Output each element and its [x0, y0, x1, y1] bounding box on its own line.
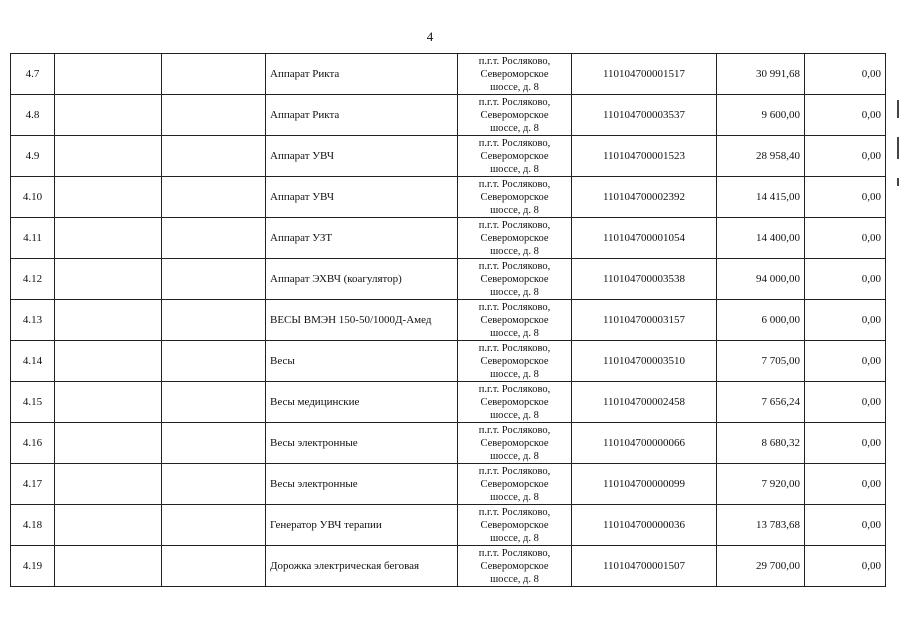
address-line: п.г.т. Росляково, — [478, 137, 551, 149]
empty-cell-b — [162, 423, 266, 464]
table-row — [11, 546, 886, 587]
address-line: шоссе, д. 8 — [490, 450, 539, 462]
table-row — [11, 464, 886, 505]
item-name: Аппарат ЭХВЧ (коагулятор) — [266, 259, 458, 300]
inventory-number: 110104700001054 — [572, 218, 717, 259]
empty-cell-a — [55, 423, 162, 464]
address-line: п.г.т. Росляково, — [478, 55, 551, 67]
address-line: Североморское — [480, 68, 549, 80]
address-line: Североморское — [480, 232, 549, 244]
table-row — [11, 300, 886, 341]
row-number: 4.12 — [11, 259, 55, 300]
item-name: Дорожка электрическая беговая — [266, 546, 458, 587]
row-number: 4.18 — [11, 505, 55, 546]
book-value: 6 000,00 — [717, 300, 805, 341]
item-address — [458, 136, 572, 177]
address-line: п.г.т. Росляково, — [478, 219, 551, 231]
address-line: п.г.т. Росляково, — [478, 547, 551, 559]
row-number: 4.15 — [11, 382, 55, 423]
item-name: Аппарат УВЧ — [266, 136, 458, 177]
empty-cell-b — [162, 382, 266, 423]
row-number: 4.9 — [11, 136, 55, 177]
address-line: п.г.т. Росляково, — [478, 342, 551, 354]
book-value: 9 600,00 — [717, 95, 805, 136]
inventory-rows — [11, 54, 886, 587]
empty-cell-b — [162, 300, 266, 341]
residual-value: 0,00 — [805, 54, 886, 95]
book-value: 7 656,24 — [717, 382, 805, 423]
address-line: Североморское — [480, 150, 549, 162]
address-line: шоссе, д. 8 — [490, 409, 539, 421]
item-name: Аппарат УЗТ — [266, 218, 458, 259]
address-line: шоссе, д. 8 — [490, 122, 539, 134]
empty-cell-b — [162, 177, 266, 218]
address-line: п.г.т. Росляково, — [478, 178, 551, 190]
residual-value: 0,00 — [805, 464, 886, 505]
table-row — [11, 218, 886, 259]
address-line: шоссе, д. 8 — [490, 286, 539, 298]
residual-value: 0,00 — [805, 177, 886, 218]
table-row — [11, 177, 886, 218]
address-line: шоссе, д. 8 — [490, 368, 539, 380]
table-row — [11, 341, 886, 382]
residual-value: 0,00 — [805, 341, 886, 382]
inventory-number: 110104700001517 — [572, 54, 717, 95]
table-row — [11, 259, 886, 300]
inventory-number: 110104700002458 — [572, 382, 717, 423]
address-line: шоссе, д. 8 — [490, 327, 539, 339]
row-number: 4.8 — [11, 95, 55, 136]
item-address — [458, 423, 572, 464]
book-value: 13 783,68 — [717, 505, 805, 546]
book-value: 30 991,68 — [717, 54, 805, 95]
empty-cell-a — [55, 546, 162, 587]
row-number: 4.17 — [11, 464, 55, 505]
item-address — [458, 95, 572, 136]
item-name: Весы электронные — [266, 464, 458, 505]
address-line: шоссе, д. 8 — [490, 81, 539, 93]
residual-value: 0,00 — [805, 505, 886, 546]
residual-value: 0,00 — [805, 136, 886, 177]
item-address — [458, 341, 572, 382]
empty-cell-a — [55, 382, 162, 423]
residual-value: 0,00 — [805, 218, 886, 259]
address-line: шоссе, д. 8 — [490, 204, 539, 216]
book-value: 8 680,32 — [717, 423, 805, 464]
item-name: ВЕСЫ ВМЭН 150-50/1000Д-Амед — [266, 300, 458, 341]
address-line: п.г.т. Росляково, — [478, 424, 551, 436]
address-line: Североморское — [480, 437, 549, 449]
address-line: Североморское — [480, 191, 549, 203]
address-line: шоссе, д. 8 — [490, 573, 539, 585]
empty-cell-a — [55, 505, 162, 546]
inventory-number: 110104700003510 — [572, 341, 717, 382]
empty-cell-a — [55, 54, 162, 95]
empty-cell-a — [55, 95, 162, 136]
address-line: п.г.т. Росляково, — [478, 260, 551, 272]
item-address — [458, 546, 572, 587]
item-name: Весы медицинские — [266, 382, 458, 423]
book-value: 7 705,00 — [717, 341, 805, 382]
item-name: Аппарат УВЧ — [266, 177, 458, 218]
item-name: Аппарат Рикта — [266, 54, 458, 95]
address-line: Североморское — [480, 314, 549, 326]
book-value: 29 700,00 — [717, 546, 805, 587]
item-address — [458, 177, 572, 218]
empty-cell-a — [55, 259, 162, 300]
residual-value: 0,00 — [805, 300, 886, 341]
row-number: 4.13 — [11, 300, 55, 341]
empty-cell-a — [55, 300, 162, 341]
table-row — [11, 505, 886, 546]
table-row — [11, 382, 886, 423]
item-name: Весы электронные — [266, 423, 458, 464]
item-address — [458, 300, 572, 341]
row-number: 4.14 — [11, 341, 55, 382]
scan-mark — [897, 137, 899, 159]
address-line: Североморское — [480, 355, 549, 367]
row-number: 4.16 — [11, 423, 55, 464]
empty-cell-a — [55, 136, 162, 177]
table-row — [11, 95, 886, 136]
inventory-number: 110104700003537 — [572, 95, 717, 136]
address-line: п.г.т. Росляково, — [478, 506, 551, 518]
item-address — [458, 259, 572, 300]
empty-cell-b — [162, 54, 266, 95]
inventory-table — [10, 53, 886, 587]
address-line: п.г.т. Росляково, — [478, 96, 551, 108]
address-line: Североморское — [480, 519, 549, 531]
address-line: п.г.т. Росляково, — [478, 301, 551, 313]
address-line: шоссе, д. 8 — [490, 532, 539, 544]
address-line: п.г.т. Росляково, — [478, 465, 551, 477]
row-number: 4.11 — [11, 218, 55, 259]
book-value: 94 000,00 — [717, 259, 805, 300]
book-value: 14 415,00 — [717, 177, 805, 218]
address-line: Североморское — [480, 560, 549, 572]
inventory-number: 110104700003538 — [572, 259, 717, 300]
address-line: п.г.т. Росляково, — [478, 383, 551, 395]
inventory-number: 110104700000066 — [572, 423, 717, 464]
book-value: 14 400,00 — [717, 218, 805, 259]
scan-mark — [897, 100, 899, 118]
residual-value: 0,00 — [805, 546, 886, 587]
address-line: шоссе, д. 8 — [490, 245, 539, 257]
inventory-number: 110104700002392 — [572, 177, 717, 218]
address-line: Североморское — [480, 273, 549, 285]
inventory-number: 110104700000036 — [572, 505, 717, 546]
table-row — [11, 136, 886, 177]
inventory-number: 110104700001507 — [572, 546, 717, 587]
address-line: Североморское — [480, 109, 549, 121]
empty-cell-a — [55, 218, 162, 259]
row-number: 4.7 — [11, 54, 55, 95]
empty-cell-b — [162, 259, 266, 300]
row-number: 4.19 — [11, 546, 55, 587]
empty-cell-b — [162, 218, 266, 259]
item-address — [458, 464, 572, 505]
item-address — [458, 505, 572, 546]
residual-value: 0,00 — [805, 382, 886, 423]
item-name: Весы — [266, 341, 458, 382]
residual-value: 0,00 — [805, 423, 886, 464]
empty-cell-b — [162, 95, 266, 136]
empty-cell-b — [162, 341, 266, 382]
residual-value: 0,00 — [805, 259, 886, 300]
inventory-number: 110104700003157 — [572, 300, 717, 341]
page-number: 4 — [426, 29, 434, 44]
empty-cell-a — [55, 177, 162, 218]
book-value: 7 920,00 — [717, 464, 805, 505]
empty-cell-a — [55, 464, 162, 505]
empty-cell-b — [162, 546, 266, 587]
item-address — [458, 218, 572, 259]
item-name: Аппарат Рикта — [266, 95, 458, 136]
address-line: Североморское — [480, 478, 549, 490]
address-line: шоссе, д. 8 — [490, 163, 539, 175]
item-address — [458, 54, 572, 95]
row-number: 4.10 — [11, 177, 55, 218]
table-row — [11, 423, 886, 464]
inventory-number: 110104700001523 — [572, 136, 717, 177]
empty-cell-a — [55, 341, 162, 382]
residual-value: 0,00 — [805, 95, 886, 136]
scan-mark — [897, 178, 899, 186]
empty-cell-b — [162, 464, 266, 505]
empty-cell-b — [162, 505, 266, 546]
address-line: шоссе, д. 8 — [490, 491, 539, 503]
item-address — [458, 382, 572, 423]
item-name: Генератор УВЧ терапии — [266, 505, 458, 546]
book-value: 28 958,40 — [717, 136, 805, 177]
empty-cell-b — [162, 136, 266, 177]
address-line: Североморское — [480, 396, 549, 408]
inventory-number: 110104700000099 — [572, 464, 717, 505]
table-row — [11, 54, 886, 95]
